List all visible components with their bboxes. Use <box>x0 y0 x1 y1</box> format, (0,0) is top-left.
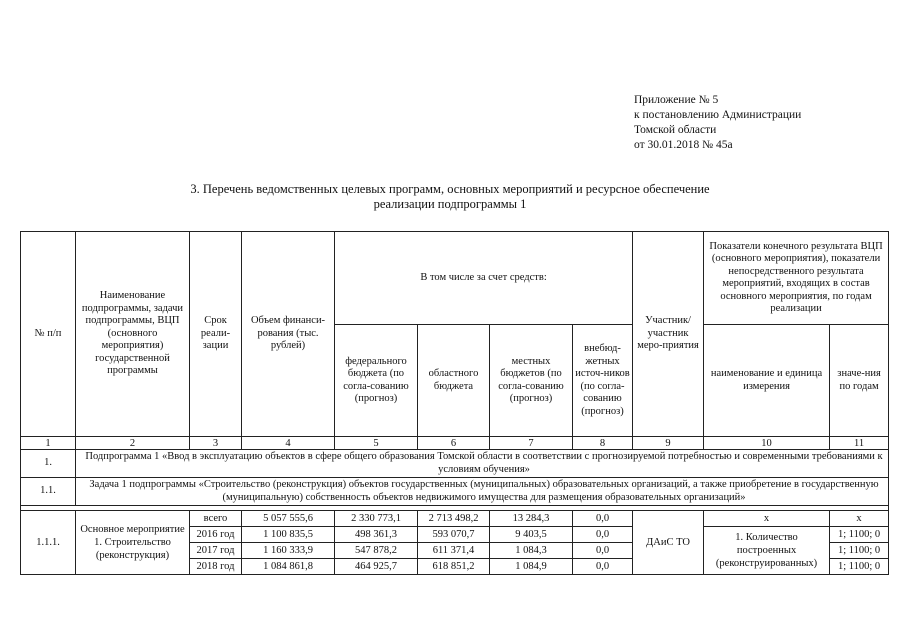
header-indicators: Показатели конечного результата ВЦП (основного мероприятия), показатели непосредственного результата мероприятий, входящих в состав основного мероприятия, по годам реализации <box>704 232 889 325</box>
volume-cell: 1 084 861,8 <box>242 559 335 575</box>
indicator-value-cell: 1; 1100; 0 <box>830 559 889 575</box>
column-number-row <box>21 437 889 450</box>
regional-cell: 2 713 498,2 <box>418 511 490 527</box>
task-num: 1.1. <box>21 478 76 506</box>
local-cell: 13 284,3 <box>490 511 573 527</box>
appendix-line-4: от 30.01.2018 № 45а <box>634 139 733 151</box>
volume-cell: 1 160 333,9 <box>242 543 335 559</box>
federal-cell: 464 925,7 <box>335 559 418 575</box>
participant-cell: ДАиС ТО <box>633 511 704 575</box>
col-number: 4 <box>242 437 335 450</box>
subprogram-row <box>21 450 889 478</box>
resource-table <box>20 231 889 575</box>
header-indicator-name: наименование и единица измерения <box>704 325 830 437</box>
volume-cell: 1 100 835,5 <box>242 527 335 543</box>
header-term: Срок реали-зации <box>190 232 242 437</box>
local-cell: 1 084,9 <box>490 559 573 575</box>
header-row-top <box>21 232 889 325</box>
col-number: 6 <box>418 437 490 450</box>
col-number: 11 <box>830 437 889 450</box>
header-num: № п/п <box>21 232 76 437</box>
header-regional: областного бюджета <box>418 325 490 437</box>
federal-cell: 547 878,2 <box>335 543 418 559</box>
indicator-value-cell: 1; 1100; 0 <box>830 543 889 559</box>
volume-cell: 5 057 555,6 <box>242 511 335 527</box>
indicator-name-cell: х <box>704 511 830 527</box>
extra-cell: 0,0 <box>573 527 633 543</box>
indicator-name-cell: 1. Количество построенных (реконструированных) <box>704 527 830 575</box>
col-number: 8 <box>573 437 633 450</box>
federal-cell: 498 361,3 <box>335 527 418 543</box>
task-row <box>21 478 889 506</box>
federal-cell: 2 330 773,1 <box>335 511 418 527</box>
col-number: 2 <box>76 437 190 450</box>
task-text: Задача 1 подпрограммы «Строительство (реконструкция) объектов государственных (муниципальных) образовательных организаций, а также приобретение в государственную (муниципальную) собственность объектов недвижимого имущества для размещения образовательных организаций» <box>76 478 889 506</box>
regional-cell: 593 070,7 <box>418 527 490 543</box>
col-number: 9 <box>633 437 704 450</box>
activity-name: Основное мероприятие 1. Строительство (реконструкция) <box>76 511 190 575</box>
col-number: 3 <box>190 437 242 450</box>
appendix-line-2: к постановлению Администрации <box>634 109 802 121</box>
header-federal: федерального бюджета (по согла-сованию (прогноз) <box>335 325 418 437</box>
period-cell: 2017 год <box>190 543 242 559</box>
period-cell: 2018 год <box>190 559 242 575</box>
appendix-line-1: Приложение № 5 <box>634 94 719 106</box>
col-number: 10 <box>704 437 830 450</box>
header-indicator-values: значе-ния по годам <box>830 325 889 437</box>
header-volume: Объем финанси-рования (тыс. рублей) <box>242 232 335 437</box>
header-name: Наименование подпрограммы, задачи подпрограммы, ВЦП (основного мероприятия) государственной программы <box>76 232 190 437</box>
col-number: 1 <box>21 437 76 450</box>
appendix-block <box>634 93 801 153</box>
period-cell: 2016 год <box>190 527 242 543</box>
header-local: местных бюджетов (по согла-сованию (прогноз) <box>490 325 573 437</box>
local-cell: 1 084,3 <box>490 543 573 559</box>
local-cell: 9 403,5 <box>490 527 573 543</box>
appendix-line-3: Томской области <box>634 124 717 136</box>
col-number: 5 <box>335 437 418 450</box>
document-title <box>100 182 800 212</box>
extra-cell: 0,0 <box>573 511 633 527</box>
title-line-2: реализации подпрограммы 1 <box>373 197 527 211</box>
subprogram-num: 1. <box>21 450 76 478</box>
regional-cell: 618 851,2 <box>418 559 490 575</box>
header-extra: внебюд-жетных источ-ников (по согла-сованию (прогноз) <box>573 325 633 437</box>
activity-row-total <box>21 511 889 527</box>
header-sources: В том числе за счет средств: <box>335 232 633 325</box>
extra-cell: 0,0 <box>573 543 633 559</box>
period-cell: всего <box>190 511 242 527</box>
title-line-1: 3. Перечень ведомственных целевых программ, основных мероприятий и ресурсное обеспечение <box>190 182 710 196</box>
indicator-value-cell: х <box>830 511 889 527</box>
regional-cell: 611 371,4 <box>418 543 490 559</box>
extra-cell: 0,0 <box>573 559 633 575</box>
activity-num: 1.1.1. <box>21 511 76 575</box>
header-participant: Участник/ участник меро-приятия <box>633 232 704 437</box>
col-number: 7 <box>490 437 573 450</box>
indicator-value-cell: 1; 1100; 0 <box>830 527 889 543</box>
subprogram-text: Подпрограмма 1 «Ввод в эксплуатацию объектов в сфере общего образования Томской области в соответствии с прогнозируемой потребностью и современными требованиями к условиям обучения» <box>76 450 889 478</box>
